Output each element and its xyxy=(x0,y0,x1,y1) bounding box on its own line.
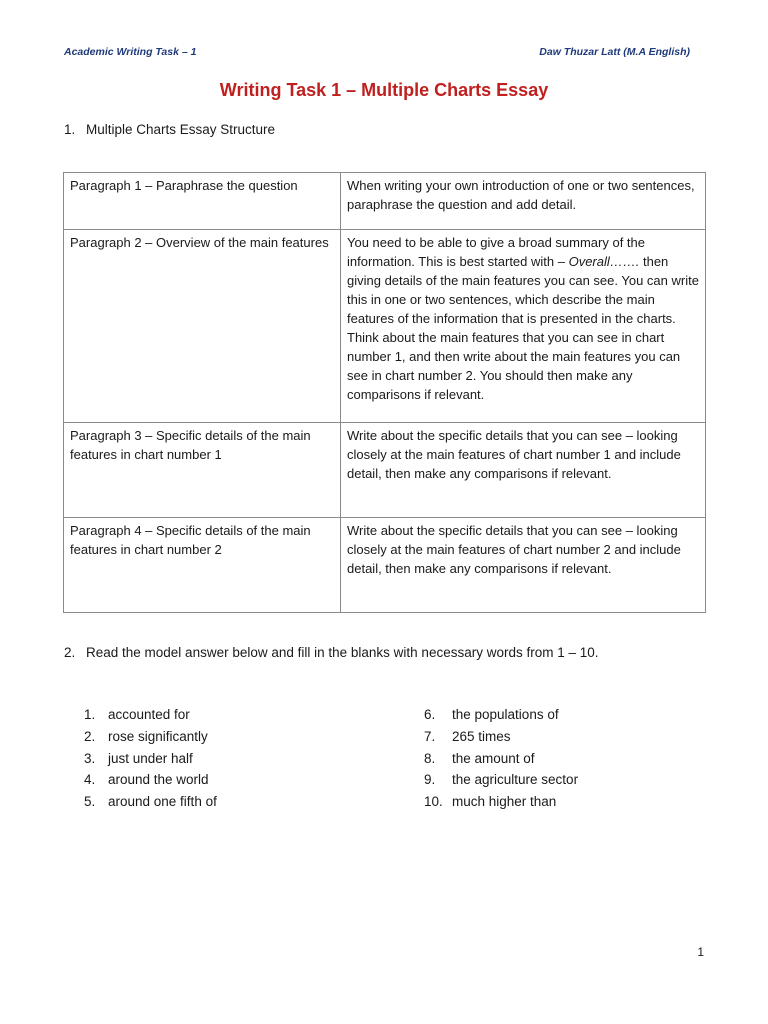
table-row xyxy=(64,423,706,518)
list-item xyxy=(424,704,578,726)
item-number: 9. xyxy=(424,772,436,788)
table-row xyxy=(64,230,706,423)
section-1-heading xyxy=(64,122,275,137)
description-text: then giving details of the main features you can see. You can write this in one or two sentences, which describe the main features of the information that is presented in the charts. Think about the main features that you can see in chart number 1, and then write about the main features you can see in chart number 2. You should then make any comparisons if relevant. xyxy=(347,254,699,402)
item-number: 6. xyxy=(424,707,436,722)
item-text: accounted for xyxy=(108,707,190,722)
table-cell-description: When writing your own introduction of one or two sentences, paraphrase the question and add detail. xyxy=(341,173,706,230)
item-text: the agriculture sector xyxy=(452,772,579,788)
header-left: Academic Writing Task – 1 xyxy=(64,46,197,58)
description-text: You need to be able to give a broad summary of the information. This is best started with – xyxy=(347,235,645,269)
section-1-number: 1. xyxy=(64,122,76,137)
word-list-right xyxy=(424,704,578,813)
list-item xyxy=(424,726,578,748)
list-item xyxy=(424,748,578,770)
item-number: 2. xyxy=(84,728,96,744)
word-list-left xyxy=(84,704,217,813)
item-text: rose significantly xyxy=(108,728,208,744)
item-text: much higher than xyxy=(452,794,557,810)
list-item xyxy=(84,769,217,791)
item-text: around the world xyxy=(108,772,209,788)
table-cell-paragraph: Paragraph 1 – Paraphrase the question xyxy=(64,173,341,230)
item-number: 3. xyxy=(84,750,96,766)
item-text: 265 times xyxy=(452,728,511,744)
item-text: the populations of xyxy=(452,707,559,722)
item-number: 7. xyxy=(424,728,436,744)
table-cell-paragraph: Paragraph 3 – Specific details of the main features in chart number 1 xyxy=(64,423,341,518)
list-item xyxy=(84,704,217,726)
page-title: Writing Task 1 – Multiple Charts Essay xyxy=(219,80,549,100)
item-number: 4. xyxy=(84,772,96,788)
section-2-heading xyxy=(64,645,599,660)
description-italic: Overall……. xyxy=(568,254,640,269)
table-cell-description xyxy=(341,230,706,423)
table-cell-paragraph: Paragraph 2 – Overview of the main features xyxy=(64,230,341,423)
table-row xyxy=(64,173,706,230)
table-cell-paragraph: Paragraph 4 – Specific details of the main features in chart number 2 xyxy=(64,518,341,613)
item-text: around one fifth of xyxy=(108,794,217,810)
section-2-number: 2. xyxy=(64,645,76,660)
item-number: 10. xyxy=(424,794,443,810)
table-cell-description: Write about the specific details that you can see – looking closely at the main features of chart number 1 and include detail, then make any comparisons if relevant. xyxy=(341,423,706,518)
list-item xyxy=(84,748,217,770)
table-row xyxy=(64,518,706,613)
item-number: 5. xyxy=(84,794,96,810)
item-text: the amount of xyxy=(452,750,535,766)
page-number: 1 xyxy=(697,945,704,959)
table-cell-description: Write about the specific details that you can see – looking closely at the main features of chart number 2 and include detail, then make any comparisons if relevant. xyxy=(341,518,706,613)
header-right: Daw Thuzar Latt (M.A English) xyxy=(539,46,690,58)
essay-structure-table xyxy=(63,172,706,613)
list-item xyxy=(424,791,578,813)
list-item xyxy=(84,791,217,813)
section-1-text: Multiple Charts Essay Structure xyxy=(86,122,276,137)
list-item xyxy=(424,769,578,791)
item-number: 1. xyxy=(84,707,96,722)
list-item xyxy=(84,726,217,748)
section-2-text: Read the model answer below and fill in the blanks with necessary words from 1 – 10. xyxy=(86,645,599,660)
item-number: 8. xyxy=(424,750,436,766)
item-text: just under half xyxy=(108,750,193,766)
